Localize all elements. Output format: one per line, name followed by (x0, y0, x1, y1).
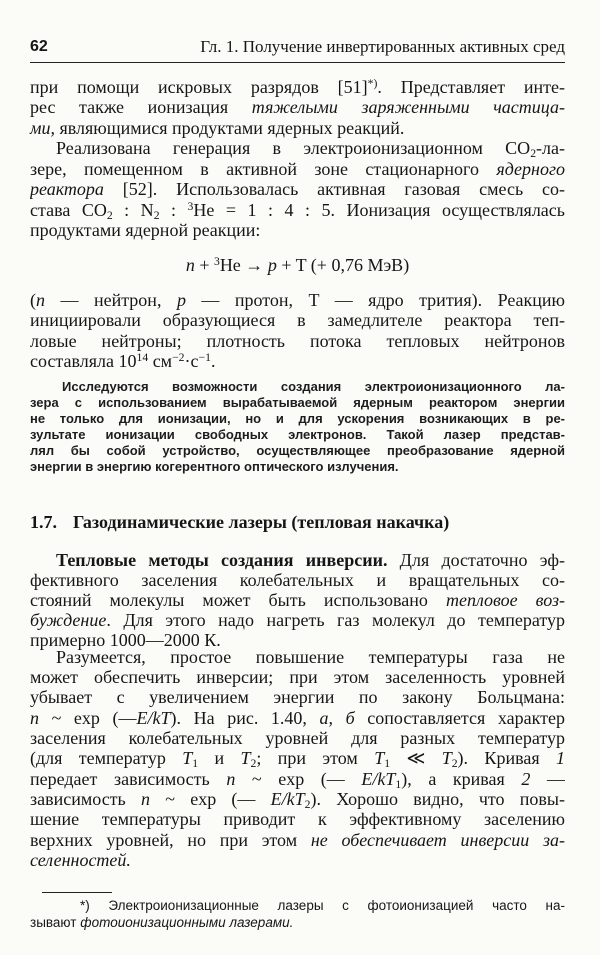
text-run: ). На рис. 1.40, (170, 708, 320, 728)
italic-text: тепловое воз- (445, 590, 565, 610)
body-line (30, 830, 565, 850)
text-run: зера с использованием вырабатываемой ядерным реактором энергии (30, 395, 565, 410)
note-line (62, 379, 565, 395)
text-run: зере, помещенном в активной зоне стационарного (30, 159, 497, 179)
italic-text: E/kT (136, 708, 171, 728)
body-line (30, 667, 565, 687)
note-line (30, 395, 565, 411)
section-number: 1.7. (30, 512, 57, 532)
text-run: шение температуры приводит к эффективному заселению (30, 809, 565, 829)
text-run: ), а кривая (401, 769, 522, 789)
running-header (30, 36, 565, 58)
italic-text: тяжелыми заряженными частица- (251, 97, 565, 117)
body-line (30, 159, 565, 179)
superscript: −2 (172, 351, 185, 365)
text-run: Для достаточно эф- (387, 550, 565, 570)
section-heading (30, 511, 449, 533)
italic-text: E/kT (270, 789, 305, 809)
text-run: ~ exp (— (235, 769, 362, 789)
subscript: 2 (153, 208, 160, 220)
body-line (30, 331, 565, 351)
text-run: -ла- (536, 138, 565, 158)
text-run: может обеспечить инверсии; при этом заселенность уровней (30, 667, 565, 687)
bold-text: Тепловые методы создания инверсии. (56, 550, 388, 570)
text-run: ( (30, 290, 36, 310)
text-run: составляла 10 (30, 351, 137, 371)
body-line (30, 179, 565, 199)
subscript: 1 (384, 756, 391, 768)
body-line (30, 200, 565, 220)
italic-text: n (30, 708, 39, 728)
body-line (30, 77, 565, 97)
note-line (30, 459, 565, 475)
body-line (30, 809, 565, 829)
superscript: −1 (198, 351, 211, 365)
body-line (30, 687, 565, 707)
italic-text: 2 (521, 769, 531, 789)
text-run: продуктами ядерной реакции: (30, 220, 261, 240)
italic-text: ми, (30, 118, 55, 138)
text-run: заселения колебательных уровней для разных температур (30, 728, 565, 748)
superscript: 3 (187, 200, 194, 214)
italic-text: T (182, 748, 193, 768)
text-run: — (530, 769, 565, 789)
text-run: Исследуются возможности создания электроионизационного ла- (62, 379, 565, 394)
footnote-line (30, 914, 565, 931)
text-run: убывает с увеличением энергии по закону Больцмана: (30, 687, 565, 707)
subscript: 2 (304, 797, 311, 809)
text-run: зультате ионизации свободных электронов. Такой лазер представ- (30, 427, 565, 442)
italic-text: а, б (319, 708, 355, 728)
body-line (56, 138, 565, 158)
subscript: 2 (451, 756, 458, 768)
body-line (30, 351, 565, 371)
text-run: Разумеется, простое повышение температуры газа не (56, 647, 565, 667)
italic-text: T (441, 748, 452, 768)
italic-text: n (36, 290, 45, 310)
italic-text: не обеспечивает инверсии за- (310, 830, 565, 850)
body-line (30, 850, 565, 870)
text-run: передает зависимость (30, 769, 227, 789)
text-run: зависимость (30, 789, 141, 809)
text-run: ; при этом (256, 748, 375, 768)
italic-text: p (267, 255, 277, 275)
text-run: при помощи искровых разрядов [51] (30, 77, 368, 97)
superscript: 3 (213, 255, 220, 269)
text-run: : N (112, 200, 154, 220)
italic-text: буждение (30, 610, 107, 630)
formula-line (30, 255, 565, 275)
body-line (30, 310, 565, 330)
header-rule (30, 62, 565, 63)
text-run: ). Хорошо видно, что повы- (310, 789, 565, 809)
body-line (30, 789, 565, 809)
italic-text: p (176, 290, 186, 310)
text-run: ·с (184, 351, 199, 371)
running-title: Гл. 1. Получение инвертированных активных сред (200, 37, 565, 56)
italic-text: реактора (30, 179, 104, 199)
body-line (30, 748, 565, 768)
subscript: 1 (395, 777, 402, 789)
body-line (56, 550, 565, 570)
text-run: *) Электроионизационные лазеры с фотоионизацией часто на- (80, 897, 565, 913)
text-run: ~ exp (— (39, 708, 137, 728)
body-line (30, 290, 565, 310)
superscript: 14 (136, 351, 149, 365)
body-line (30, 728, 565, 748)
subscript: 2 (106, 208, 113, 220)
italic-text: фотоионизационными лазерами. (80, 914, 294, 930)
footnote-line (80, 897, 565, 914)
body-line (30, 118, 565, 138)
text-run: — нейтрон, (45, 290, 177, 310)
subscript: 2 (250, 756, 257, 768)
italic-text: 1 (556, 748, 565, 768)
text-run: верхних уровней, но при этом (30, 830, 311, 850)
text-run: : (159, 200, 188, 220)
body-line (30, 610, 565, 630)
footnote-rule (42, 892, 112, 893)
body-line (56, 647, 565, 667)
subscript: 1 (192, 756, 199, 768)
text-run: . Представляет инте- (377, 77, 565, 97)
note-line (30, 411, 565, 427)
text-run: фективного заселения колебательных и вращательных со- (30, 570, 565, 590)
italic-text: n (185, 255, 195, 275)
superscript: *) (367, 77, 378, 91)
text-run: He = 1 : 4 : 5. Ионизация осуществлялась (193, 200, 565, 220)
text-run: не только для ионизации, но и для ускорения возникающих в ре- (30, 411, 565, 426)
text-run: ≪ (390, 748, 442, 768)
text-run: ~ exp (— (150, 789, 271, 809)
text-run: являющимися продуктами ядерных реакций. (55, 118, 405, 138)
text-run: ). Кривая (457, 748, 556, 768)
text-run: става CO (30, 200, 107, 220)
body-line (30, 769, 565, 789)
text-run: сопоставляется характер (354, 708, 565, 728)
note-line (30, 427, 565, 443)
text-run: . Для этого надо нагреть газ молекул до температур (106, 610, 565, 630)
text-run: лял бы собой устройство, осуществляющее преобразование ядерной (30, 443, 565, 458)
italic-text: n (226, 769, 236, 789)
body-line (30, 570, 565, 590)
body-line (30, 590, 565, 610)
text-run: [52]. Использовалась активная газовая смесь со- (103, 179, 565, 199)
text-run: см (148, 351, 173, 371)
text-run: + T (+ 0,76 МэВ) (276, 255, 410, 275)
text-run: He → (219, 255, 268, 275)
text-run: стояний молекулы может быть использовано (30, 590, 446, 610)
italic-text: n (141, 789, 150, 809)
italic-text: E/kT (361, 769, 396, 789)
text-run: энергии в энергию когерентного оптического излучения. (30, 459, 399, 474)
text-run: зывают (30, 914, 81, 930)
text-run: рес также ионизация (30, 97, 252, 117)
body-line (30, 708, 565, 728)
italic-text: T (374, 748, 385, 768)
text-run: + (194, 255, 214, 275)
body-line (30, 220, 565, 240)
note-line (30, 443, 565, 459)
text-run: (для температур (30, 748, 183, 768)
italic-text: ядерного (496, 159, 565, 179)
page-number: 62 (30, 38, 48, 55)
text-run: — протон, T — ядро трития). Реакцию (185, 290, 565, 310)
text-run: примерно 1000—2000 К. (30, 630, 221, 650)
text-run: Реализована генерация в электроионизационном CO (56, 138, 531, 158)
italic-text: селенностей. (30, 850, 131, 870)
section-title: Газодинамические лазеры (тепловая накачка) (73, 512, 450, 532)
italic-text: T (240, 748, 251, 768)
text-run: . (210, 351, 216, 371)
text-run: инициировали образующиеся в замедлителе реактора теп- (30, 310, 565, 330)
body-line (30, 97, 565, 117)
text-run: и (198, 748, 241, 768)
subscript: 2 (530, 146, 537, 158)
text-run: ловые нейтроны; плотность потока тепловых нейтронов (30, 331, 565, 351)
